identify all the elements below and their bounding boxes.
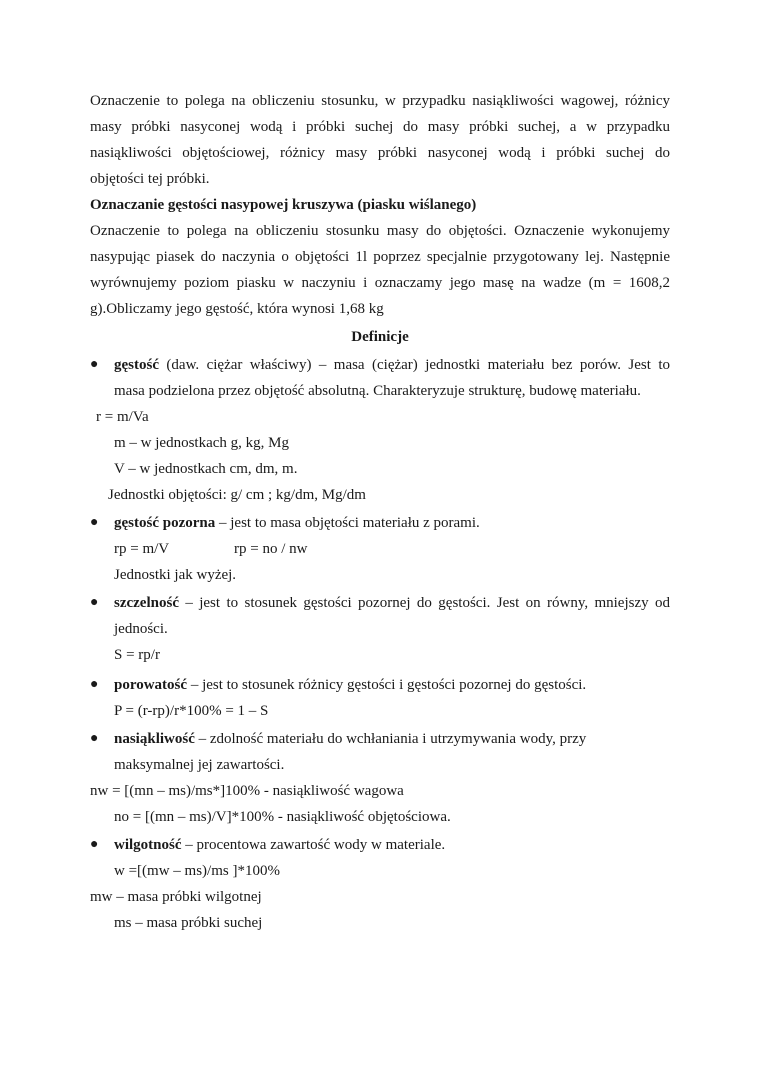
- def-szczelnosc-line-1: [114, 590, 670, 616]
- formula-gestosc: r = m/Va: [96, 409, 149, 425]
- def-porowatosc-text: – jest to stosunek różnicy gęstości i gęstości pozornej do gęstości.: [187, 677, 587, 693]
- def-nasiakliwosc-text: – zdolność materiału do wchłaniania i utrzymywania wody, przy: [194, 731, 587, 747]
- formula-rp-2: rp = no / nw: [234, 541, 308, 557]
- def-gestosc-line-2: masa podzielona przez objętość absolutną. Charakteryzuje strukturę, budowę materiału.: [114, 383, 641, 399]
- formula-nasiakliwosc-wagowa: nw = [(mn – ms)/ms*]100% - nasiąkliwość wagowa: [90, 783, 404, 799]
- density-heading: Oznaczanie gęstości nasypowej kruszywa (piasku wiślanego): [90, 197, 477, 213]
- def-mw: mw – masa próbki wilgotnej: [90, 889, 262, 905]
- formula-szczelnosc: S = rp/r: [114, 647, 160, 663]
- bullet-icon: ●: [90, 357, 99, 372]
- units-volume: Jednostki objętości: g/ cm ; kg/dm, Mg/dm: [108, 487, 366, 503]
- intro-line-4: objętości tej próbki.: [90, 171, 210, 187]
- def-nasiakliwosc: [114, 726, 586, 752]
- term-nasiakliwosc: nasiąkliwość: [114, 731, 195, 747]
- unit-v: V – w jednostkach cm, dm, m.: [114, 461, 298, 477]
- bullet-icon: ●: [90, 677, 99, 692]
- term-gestosc: gęstość: [114, 357, 159, 373]
- definitions-heading: Definicje: [351, 329, 409, 345]
- formula-rp-1: rp = m/V: [114, 541, 170, 557]
- unit-m: m – w jednostkach g, kg, Mg: [114, 435, 289, 451]
- def-nasiakliwosc-line-2: maksymalnej jej zawartości.: [114, 757, 285, 773]
- density-line-4: g).Obliczamy jego gęstość, która wynosi 1,68 kg: [90, 301, 384, 317]
- def-szczelnosc-text: – jest to stosunek gęstości pozornej do gęstości. Jest on równy, mniejszy od: [178, 595, 670, 611]
- intro-line-3: nasiąkliwości objętościowej, różnicy masy próbki nasyconej wodą i próbki suchej do: [90, 145, 670, 161]
- def-wilgotnosc-text: – procentowa zawartość wody w materiale.: [181, 837, 446, 853]
- formula-porowatosc: P = (r-rp)/r*100% = 1 – S: [114, 703, 269, 719]
- def-gestosc-text: (daw. ciężar właściwy) – masa (ciężar) jednostki materiału bez porów. Jest to: [159, 357, 670, 373]
- def-ms: ms – masa próbki suchej: [114, 915, 263, 931]
- term-porowatosc: porowatość: [114, 677, 188, 693]
- def-porowatosc: [114, 672, 586, 698]
- term-wilgotnosc: wilgotność: [114, 837, 182, 853]
- def-wilgotnosc: [114, 832, 445, 858]
- bullet-icon: ●: [90, 515, 99, 530]
- bullet-icon: ●: [90, 837, 99, 852]
- bullet-icon: ●: [90, 731, 99, 746]
- def-gestosc-pozorna-text: – jest to masa objętości materiału z porami.: [215, 515, 480, 531]
- term-gestosc-pozorna: gęstość pozorna: [114, 515, 216, 531]
- note-units: Jednostki jak wyżej.: [114, 567, 237, 583]
- formula-wilgotnosc: w =[(mw – ms)/ms ]*100%: [114, 863, 280, 879]
- density-line-1: Oznaczenie to polega na obliczeniu stosunku masy do objętości. Oznaczenie wykonujemy: [90, 223, 670, 239]
- def-szczelnosc-line-2: jedności.: [114, 621, 168, 637]
- def-gestosc-pozorna: [114, 510, 480, 536]
- bullet-icon: ●: [90, 595, 99, 610]
- def-gestosc-line-1: [114, 352, 670, 378]
- term-szczelnosc: szczelność: [114, 595, 179, 611]
- density-line-3: wyrównujemy poziom piasku w naczyniu i oznaczamy jego masę na wadze (m = 1608,2: [90, 275, 670, 291]
- intro-line-1: Oznaczenie to polega na obliczeniu stosunku, w przypadku nasiąkliwości wagowej, różnicy: [90, 93, 670, 109]
- density-line-2: nasypując piasek do naczynia o objętości 1l poprzez specjalnie przygotowany lej. Następnie: [90, 249, 670, 265]
- formula-nasiakliwosc-objetosciowa: no = [(mn – ms)/V]*100% - nasiąkliwość objętościowa.: [114, 809, 451, 825]
- intro-line-2: masy próbki nasyconej wodą i próbki suchej do masy próbki suchej, a w przypadku: [90, 119, 670, 135]
